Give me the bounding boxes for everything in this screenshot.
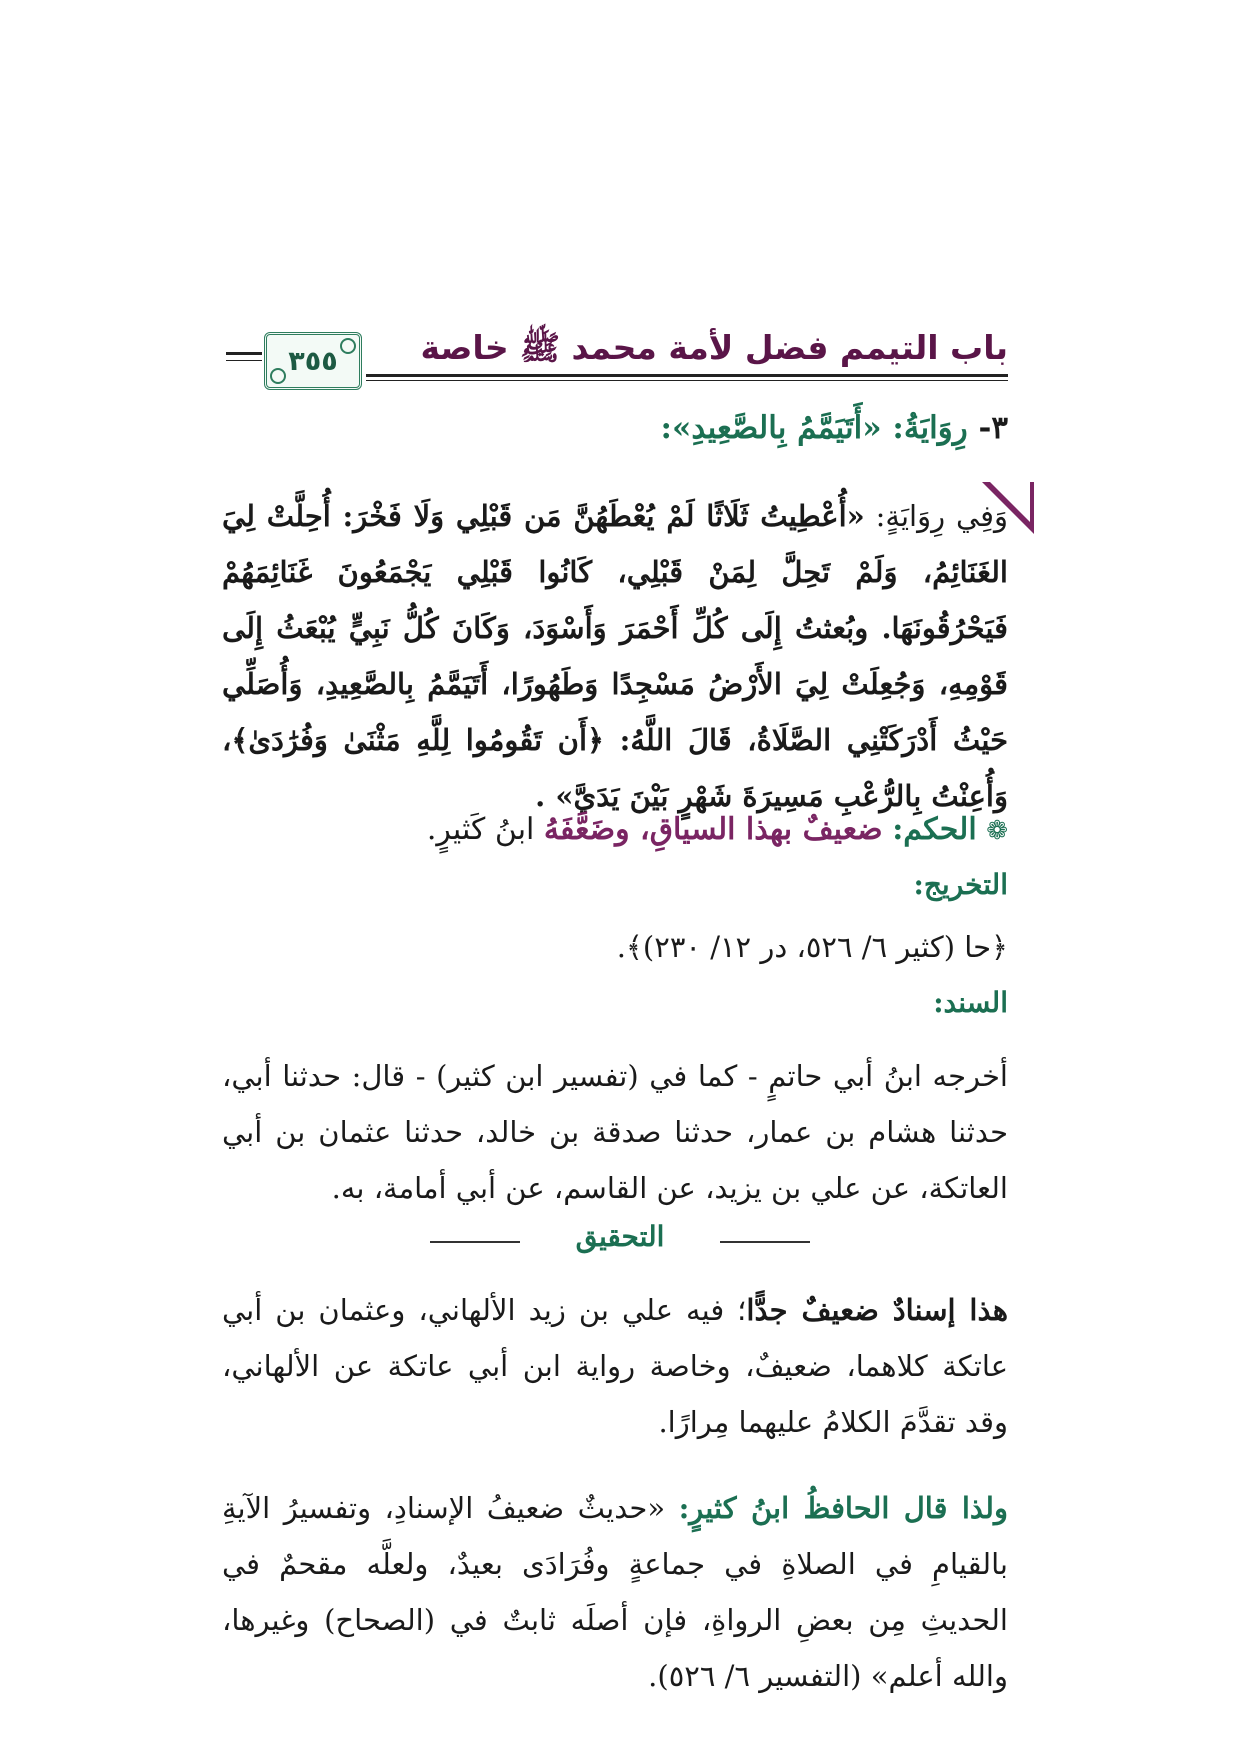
ruling-label: الحكم: [892,812,977,847]
takhrij-label: التخريج: [913,868,1008,901]
section-divider [430,1220,810,1260]
ruling-verdict: ضعيفٌ بهذا السياقِ، وضَعَّفَهُ [543,812,883,847]
hadith-intro: وَفِي رِوَايَةٍ: [864,499,1008,533]
section-number: ٣- [978,410,1008,446]
ibn-kathir-quote [222,1480,1008,1704]
ruling-line [427,812,1008,847]
header-rule-left-thin [226,360,262,361]
analysis-paragraph [222,1282,1008,1450]
quote-text: «حديثٌ ضعيفُ الإسنادِ، وتفسيرُ الآيةِ بالقيامِ في الصلاةِ في جماعةٍ وفُرَادَى بعيدٌ، ولعلَّه مقحمٌ في الحديثِ مِن بعضِ الرواةِ، فإن أصلَه ثابتٌ في (الصحاح) وغيرها، والله أعلم» (التفسير ٦/ ٥٢٦). [222,1491,1008,1693]
page-number-badge [264,332,362,390]
hadith-text: «أُعْطِيتُ ثَلَاثًا لَمْ يُعْطَهُنَّ مَن قَبْلِي وَلَا فَخْرَ: أُحِلَّتْ لِيَ الغَنَائِمُ، وَلَمْ تَحِلَّ لِمَنْ قَبْلِي، كَانُوا قَبْلِي يَجْمَعُونَ غَنَائِمَهُمْ فَيَحْرُقُونَهَا. وبُعثتُ إِلَى كُلِّ أَحْمَرَ وَأَسْوَدَ، وَكَانَ كُلُّ نَبِيٍّ يُبْعَثُ إِلَى قَوْمِهِ، وَجُعِلَتْ لِيَ الأَرْضُ مَسْجِدًا وَطَهُورًا، أَتَيَمَّمُ بِالصَّعِيدِ، وَأُصَلِّي حَيْثُ أَدْرَكَتْنِي الصَّلَاةُ، قَالَ اللَّهُ: ﴿أَن تَقُومُوا لِلَّهِ مَثْنَىٰ وَفُرَٰدَىٰ﴾، وَأُعِنْتُ بِالرُّعْبِ مَسِيرَةَ شَهْرٍ بَيْنَ يَدَيَّ» . [222,499,1008,813]
flower-bullet-icon: ❁ [986,816,1008,846]
section-title: رِوَايَةُ: «أَتَيَمَّمُ بِالصَّعِيدِ»: [660,410,968,446]
takhrij-text: ﴿حا (كثير ٦/ ٥٢٦، در ١٢/ ٢٣٠)﴾. [616,930,1008,964]
page-number: ٣٥٥ [288,345,338,377]
running-title: باب التيمم فضل لأمة محمد ﷺ خاصة [420,328,1008,367]
header-rule-right [366,374,1008,377]
analysis-text: ؛ فيه علي بن زيد الألهاني، وعثمان بن أبي عاتكة كلاهما، ضعيفٌ، وخاصة رواية ابن أبي عاتكة عن الألهاني، وقد تقدَّمَ الكلامُ عليهما مِرارًا. [222,1293,1008,1439]
hadith-text-block [222,488,1008,824]
header-rule-right-thin [366,380,1008,381]
sanad-label: السند: [933,986,1008,1019]
divider-title: التحقيق [575,1220,665,1253]
sanad-text: أخرجه ابنُ أبي حاتمٍ - كما في (تفسير ابن كثير) - قال: حدثنا أبي، حدثنا هشام بن عمار، حدثنا صدقة بن خالد، حدثنا عثمان بن أبي العاتكة، عن علي بن يزيد، عن القاسم، عن أبي أمامة، به. [222,1059,1008,1205]
ruling-rest: ابنُ كَثيرٍ. [426,812,544,847]
quote-lead: ولذا قال الحافظُ ابنُ كثيرٍ: [678,1491,1008,1525]
header-rule-left [226,352,262,355]
page-header [226,318,1008,390]
section-heading [661,410,1008,446]
analysis-lead: هذا إسنادٌ ضعيفٌ جدًّا [746,1293,1009,1327]
